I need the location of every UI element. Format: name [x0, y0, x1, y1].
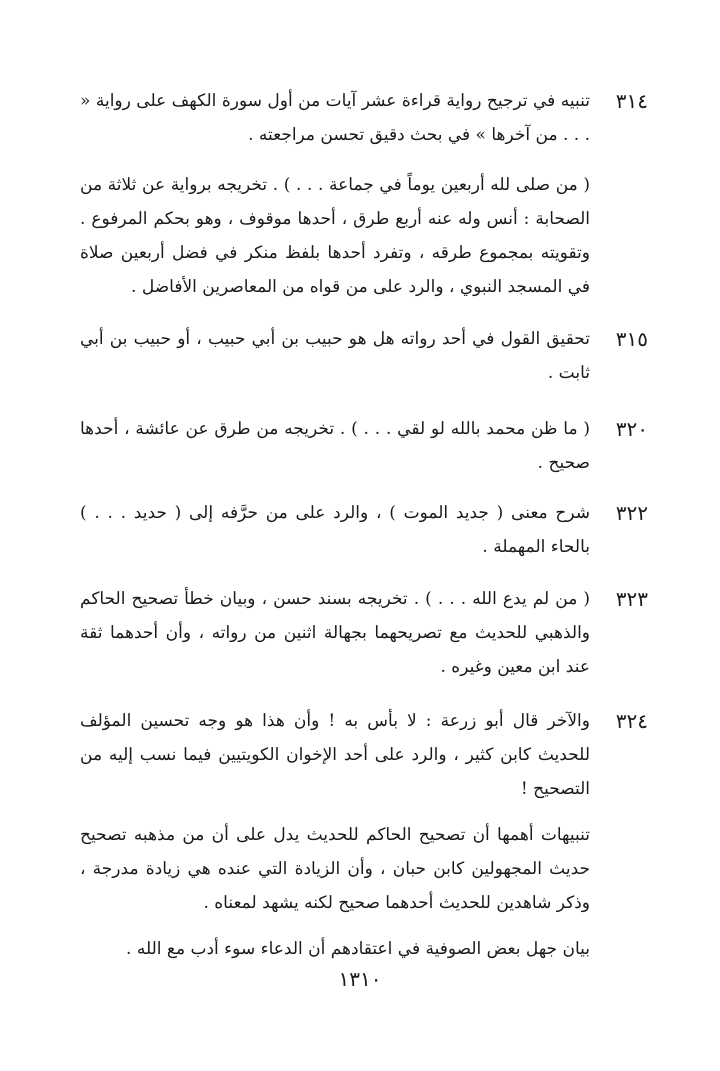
entry-paragraph: تحقيق القول في أحد رواته هل هو حبيب بن أبي حبيب ، أو حبيب بن أبي ثابت . [80, 329, 590, 383]
entry-number: ٣٢٢ [615, 501, 648, 525]
entry-number: ٣١٥ [615, 327, 648, 351]
entry-body [80, 322, 590, 390]
entry-paragraph: ( ما ظن محمد بالله لو لقي . . . ) . تخريجه من طرق عن عائشة ، أحدها صحيح . [80, 419, 590, 473]
page-number: ١٣١٠ [338, 967, 382, 991]
entry-body [80, 582, 590, 684]
entry-paragraph: شرح معنى ( جديد الموت ) ، والرد على من حرَّفه إلى ( حديد . . . ) بالحاء المهملة . [80, 503, 590, 557]
entry-paragraph: تنبيهات أهمها أن تصحيح الحاكم للحديث يدل على أن من مذهبه تصحيح حديث المجهولين كابن حبان ، وأن الزيادة التي عنده هي زيادة مدرجة ، وذكر شاهدين للحديث أحدهما صحيح لكنه يشهد لمعناه . [80, 825, 590, 913]
entry-number: ٣٢٣ [615, 587, 648, 611]
entry-paragraph: تنبيه في ترجيح رواية قراءة عشر آيات من أول سورة الكهف على رواية « . . . من آخرها » في بحث دقيق تحسن مراجعته . [80, 91, 590, 145]
entry-number: ٣٢٠ [615, 417, 648, 441]
entry-body [80, 84, 590, 304]
entry-body [80, 412, 590, 480]
entry-paragraph: والآخر قال أبو زرعة : لا بأس به ! وأن هذا هو وجه تحسين المؤلف للحديث كابن كثير ، والرد على أحد الإخوان الكويتيين فيما نسب إليه من التصحيح ! [80, 711, 590, 799]
entry-paragraph: بيان جهل بعض الصوفية في اعتقادهم أن الدعاء سوء أدب مع الله . [126, 939, 590, 959]
entry-paragraph: ( من لم يدع الله . . . ) . تخريجه بسند حسن ، وبيان خطأ تصحيح الحاكم والذهبي للحديث مع تصريحهما بجهالة اثنين من رواته ، وأن أحدهما ثقة عند ابن معين وغيره . [80, 589, 590, 677]
entry-paragraph: ( من صلى لله أربعين يوماً في جماعة . . . ) . تخريجه برواية عن ثلاثة من الصحابة : أنس وله عنه أربع طرق ، أحدها موقوف ، وهو بحكم المرفوع . وتقويته بمجموع طرقه ، وتفرد أحدها بلفظ منكر في فضل أربعين صلاة في المسجد النبوي ، والرد على من قواه من المعاصرين الأفاضل . [80, 175, 590, 297]
entry-number: ٣١٤ [615, 89, 648, 113]
entry-body [80, 704, 590, 966]
entry-number: ٣٢٤ [615, 709, 648, 733]
entry-body [80, 496, 590, 564]
